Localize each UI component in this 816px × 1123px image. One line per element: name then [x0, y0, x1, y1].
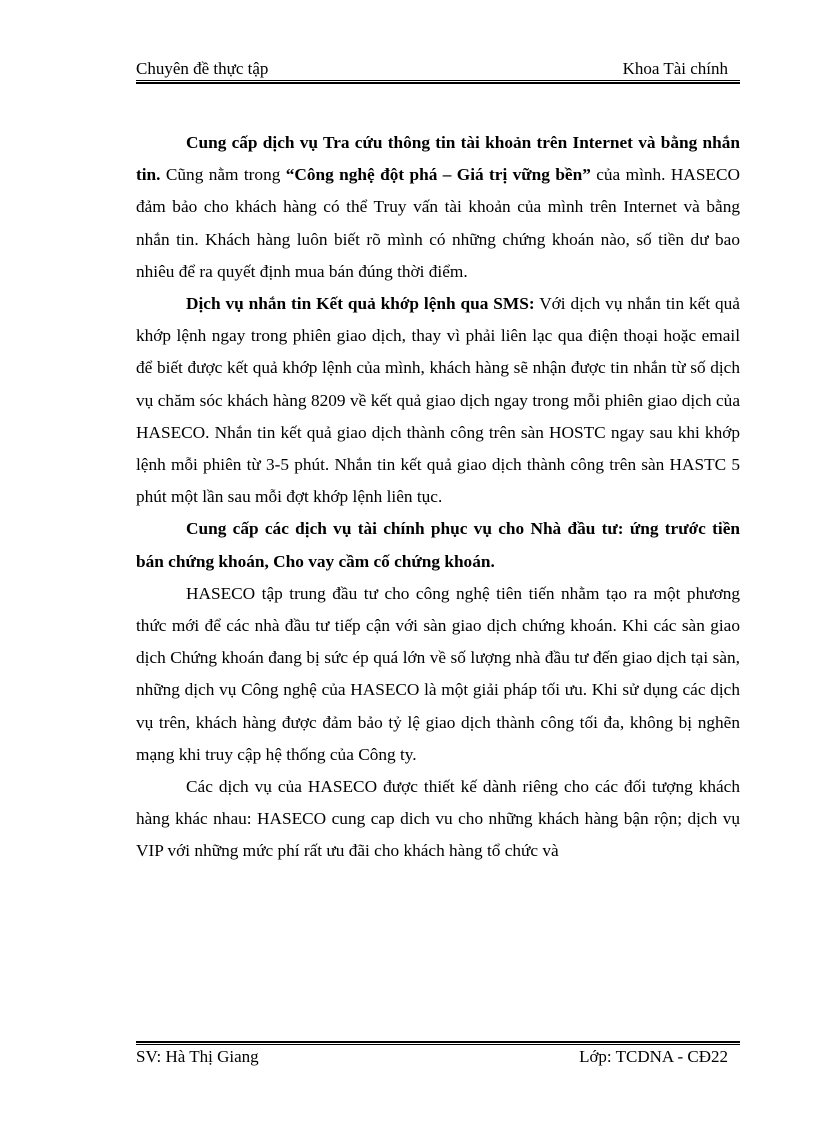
header-rule	[136, 80, 740, 84]
paragraph-heading: Cung cấp các dịch vụ tài chính phục vụ cho Nhà đầu tư: ứng trước tiền bán chứng khoán, Cho vay cầm cố chứng khoán.	[136, 519, 740, 571]
paragraph-text: Cũng nằm trong	[160, 165, 286, 185]
paragraph-text: HASECO tập trung đầu tư cho công nghệ tiên tiến nhằm tạo ra một phương thức mới để các nhà đầu tư tiếp cận với sàn giao dịch chứng khoán. Khi các sàn giao dịch Chứng khoán đang bị sức ép quá lớn về số lượng nhà đầu tư đến giao dịch tại sàn, những dịch vụ Công nghệ của HASECO là một giải pháp tối ưu. Khi sử dụng các dịch vụ trên, khách hàng được đảm bảo tỷ lệ giao dịch thành công tối đa, không bị nghẽn mạng khi truy cập hệ thống của Công ty.	[136, 583, 740, 764]
page-header	[136, 58, 740, 80]
slogan-text: “Công nghệ đột phá – Giá trị vững bền”	[285, 165, 591, 185]
paragraph-financial-services	[136, 513, 740, 577]
paragraph-sms-service	[136, 288, 740, 513]
paragraph-text: Các dịch vụ của HASECO được thiết kế dành riêng cho các đối tượng khách hàng khác nhau: HASECO cung cap dich vu cho những khách hàng bận rộn; dịch vụ VIP với những mức phí rất ưu đãi cho khách hàng tổ chức và	[136, 777, 740, 861]
header-right-text: Khoa Tài chính	[622, 59, 728, 78]
paragraph-text: của mình. HASECO đảm bảo cho khách hàng có thể Truy vấn tài khoản của mình trên Internet và bằng nhắn tin. Khách hàng luôn biết rõ mình có những chứng khoán nào, số tiền dư bao nhiêu để ra quyết định mua bán đúng thời điểm.	[136, 165, 740, 281]
paragraph-heading: Cung cấp dịch vụ Tra cứu thông tin tài khoản trên Internet và bằng nhắn tin.	[136, 133, 740, 185]
document-body	[136, 127, 740, 868]
footer-rule	[136, 1041, 740, 1045]
paragraph-account-lookup	[136, 127, 740, 288]
paragraph-text: Với dịch vụ nhắn tin kết quả khớp lệnh ngay trong phiên giao dịch, thay vì phải liên lạc qua điện thoại hoặc email để biết được kết quả khớp lệnh của mình, khách hàng sẽ nhận được tin nhắn từ số dịch vụ chăm sóc khách hàng 8209 về kết quả giao dịch ngay trong mỗi phiên giao dịch của HASECO. Nhắn tin kết quả giao dịch thành công trên sàn HOSTC ngay sau khi khớp lệnh mỗi phiên từ 3-5 phút. Nhắn tin kết quả giao dịch thành công trên sàn HASTC 5 phút một lần sau mỗi đợt khớp lệnh liên tục.	[136, 294, 740, 507]
paragraph-heading: Dịch vụ nhắn tin Kết quả khớp lệnh qua SMS:	[186, 294, 535, 314]
paragraph-technology-investment	[136, 578, 740, 771]
header-left-text: Chuyên đề thực tập	[136, 59, 269, 78]
footer-student-name: SV: Hà Thị Giang	[136, 1047, 259, 1066]
page-footer	[136, 1046, 740, 1068]
paragraph-customer-segments	[136, 771, 740, 868]
footer-class-name: Lớp: TCDNA - CĐ22	[579, 1047, 728, 1066]
